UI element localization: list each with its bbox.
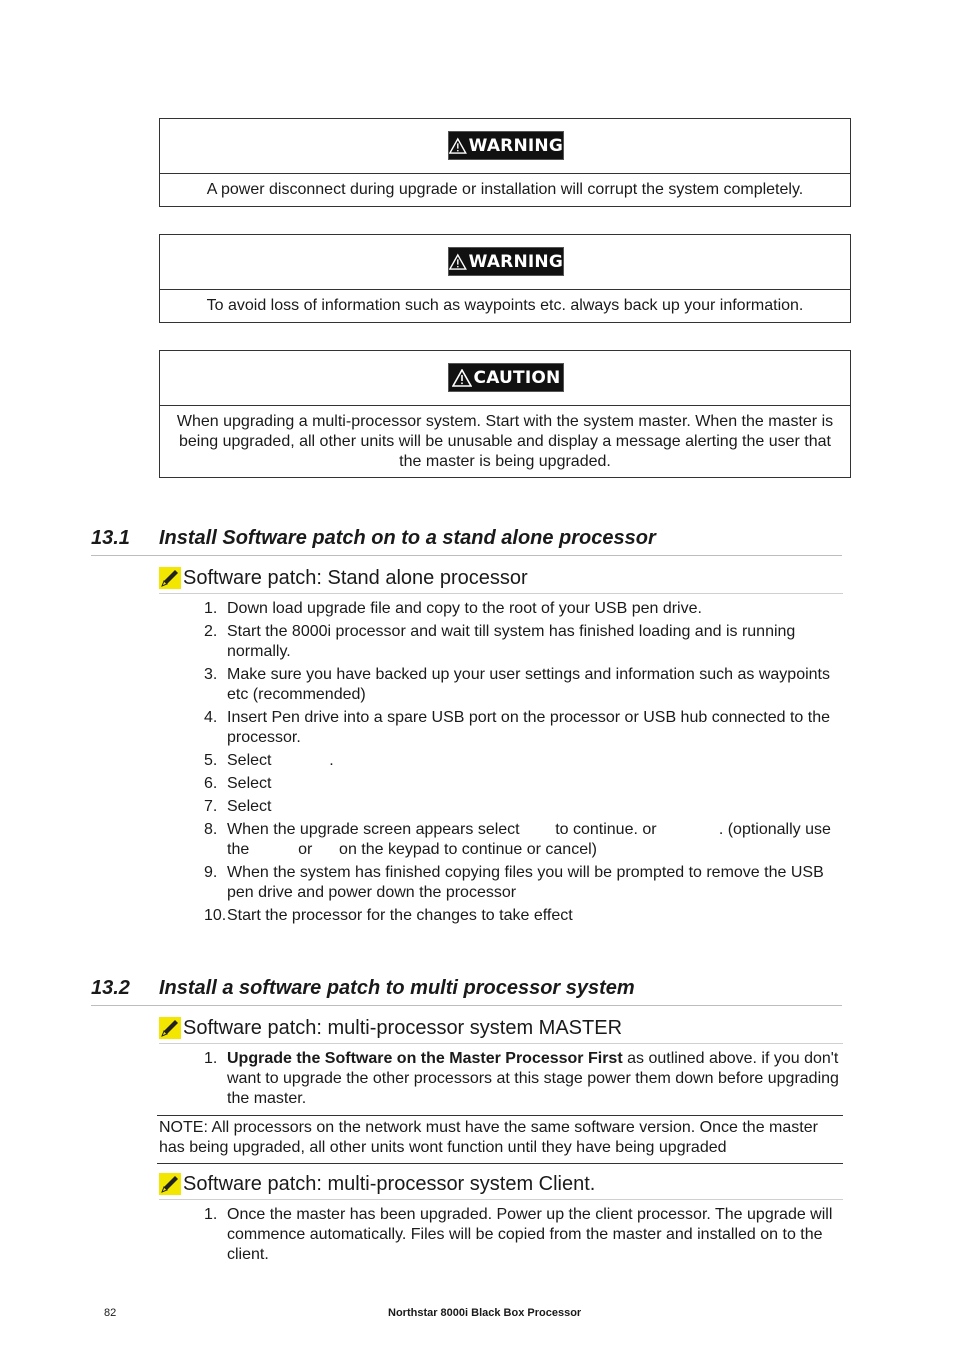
- caution-triangle-icon: [452, 369, 472, 387]
- list-item: 9. When the system has finished copying files you will be prompted to remove the USB pen drive and power down the processor: [204, 864, 824, 901]
- list-item: 1. Down load upgrade file and copy to the root of your USB pen drive.: [204, 600, 702, 617]
- list-item: 4. Insert Pen drive into a spare USB port on the processor or USB hub connected to the processor.: [204, 709, 831, 746]
- list-item: 8. When the upgrade screen appears select to continue. or . (optionally use the or on the keypad to continue or cancel): [204, 821, 836, 858]
- page-number: 82: [104, 1307, 117, 1319]
- procedure-heading-master: [159, 1013, 843, 1044]
- caution-box-multiprocessor: [159, 350, 851, 478]
- list-item: 10. Start the processor for the changes to take effect: [204, 907, 573, 924]
- footer-doc-title: Northstar 8000i Black Box Processor: [388, 1307, 582, 1319]
- procedure-heading-standalone: [159, 563, 843, 594]
- caution-header: [160, 351, 850, 406]
- standalone-steps-list: [204, 599, 844, 929]
- list-item: 5. Select .: [204, 752, 334, 769]
- warning-text: To avoid loss of information such as waypoints etc. always back up your information.: [206, 297, 804, 314]
- caution-text: When upgrading a multi-processor system. Start with the system master. When the master is being upgraded, all other units will be unusable and display a message alerting the user that the master is being upgraded.: [176, 413, 834, 470]
- section-heading-13-1: [91, 527, 842, 556]
- list-item: 6. Select: [204, 775, 272, 792]
- procedure-title: Software patch: multi-processor system Client.: [183, 1172, 596, 1195]
- badge-label: WARNING: [468, 135, 563, 156]
- pencil-icon: [159, 1173, 181, 1195]
- warning-text: A power disconnect during upgrade or installation will corrupt the system completely.: [206, 181, 804, 198]
- master-steps-list: [204, 1049, 844, 1112]
- bold-instruction: Upgrade the Software on the Master Processor First: [227, 1050, 623, 1067]
- warning-box-backup: [159, 234, 851, 323]
- procedure-title: Software patch: multi-processor system MASTER: [183, 1016, 623, 1039]
- note-block: NOTE: All processors on the network must have the same software version. Once the master has being upgraded, all other units wont function until they have being upgraded: [157, 1115, 843, 1164]
- warning-badge: [448, 247, 564, 276]
- list-item: 1. Once the master has been upgraded. Power up the client processor. The upgrade will commence automatically. Files will be copied from the master and installed on to the client.: [204, 1206, 833, 1263]
- section-title: Install Software patch on to a stand alone processor: [159, 527, 656, 549]
- warning-badge: [448, 131, 564, 160]
- badge-label: WARNING: [468, 251, 563, 272]
- warning-header: [160, 235, 850, 290]
- warning-triangle-icon: [449, 137, 467, 155]
- procedure-heading-client: [159, 1169, 843, 1200]
- list-item: 3. Make sure you have backed up your user settings and information such as waypoints etc (recommended): [204, 666, 830, 703]
- procedure-title: Software patch: Stand alone processor: [183, 566, 528, 589]
- client-steps-list: [204, 1205, 844, 1268]
- warning-header: [160, 119, 850, 174]
- pencil-icon: [159, 567, 181, 589]
- section-number: 13.1: [91, 527, 130, 549]
- caution-badge: [448, 363, 564, 392]
- section-number: 13.2: [91, 977, 130, 999]
- list-item: 7. Select: [204, 798, 272, 815]
- badge-label: CAUTION: [473, 367, 561, 388]
- warning-triangle-icon: [449, 253, 467, 271]
- pencil-icon: [159, 1017, 181, 1039]
- list-item: 2. Start the 8000i processor and wait till system has finished loading and is running normally.: [204, 623, 796, 660]
- warning-box-power: [159, 118, 851, 207]
- section-title: Install a software patch to multi processor system: [159, 977, 635, 999]
- section-heading-13-2: [91, 977, 842, 1006]
- list-item: 1. Upgrade the Software on the Master Processor First as outlined above. if you don't want to upgrade the other processors at this stage power them down before upgrading the master.: [204, 1050, 839, 1107]
